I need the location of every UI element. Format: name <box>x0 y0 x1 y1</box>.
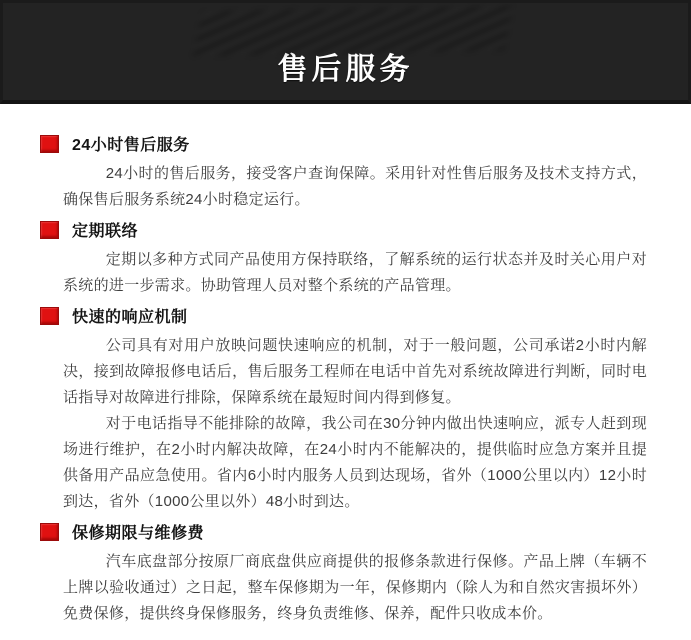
page-title: 售后服务 <box>277 52 414 86</box>
section-body <box>63 333 647 515</box>
section-heading <box>40 134 647 153</box>
section-paragraph: 24小时的售后服务，接受客户查询保障。采用针对性售后服务及技术支持方式，确保售后服务系统24小时稳定运行。 <box>63 165 647 208</box>
section-heading-text: 保修期限与维修费 <box>72 525 205 542</box>
section-body <box>63 247 647 299</box>
section-paragraph: 定期以多种方式同产品使用方保持联络，了解系统的运行状态并及时关心用户对系统的进一步需求。协助管理人员对整个系统的产品管理。 <box>63 251 647 294</box>
section-paragraph: 对于电话指导不能排除的故障，我公司在30分钟内做出快速响应，派专人赶到现场进行维护，在2小时内解决故障，在24小时内不能解决的，提供临时应急方案并且提供备用产品应急使用。省内6小时内服务人员到达现场，省外（1000公里以内）12小时到达，省外（1000公里以外）48小时到达。 <box>63 415 647 510</box>
section-body <box>63 161 647 213</box>
red-square-bullet-icon <box>40 523 59 541</box>
section-heading <box>40 306 647 325</box>
service-section <box>40 522 647 627</box>
content <box>0 104 691 627</box>
section-body <box>63 549 647 627</box>
red-square-bullet-icon <box>40 135 59 153</box>
service-section <box>40 134 647 213</box>
section-heading-text: 定期联络 <box>72 223 139 240</box>
red-square-bullet-icon <box>40 307 59 325</box>
header-banner <box>0 0 691 104</box>
section-paragraph: 汽车底盘部分按原厂商底盘供应商提供的报修条款进行保修。产品上牌（车辆不上牌以验收通过）之日起，整车保修期为一年，保修期内（除人为和自然灾害损坏外）免费保修，提供终身保修服务，终身负责维修、保养，配件只收成本价。 <box>63 553 647 622</box>
section-heading <box>40 522 647 541</box>
service-section <box>40 220 647 299</box>
section-heading <box>40 220 647 239</box>
red-square-bullet-icon <box>40 221 59 239</box>
section-paragraph: 公司具有对用户放映问题快速响应的机制，对于一般问题，公司承诺2小时内解决，接到故障报修电话后，售后服务工程师在电话中首先对系统故障进行判断，同时电话指导对故障进行排除，保障系统在最短时间内得到修复。 <box>63 337 647 406</box>
service-section <box>40 306 647 515</box>
section-heading-text: 快速的响应机制 <box>72 309 188 326</box>
section-heading-text: 24小时售后服务 <box>72 137 190 154</box>
